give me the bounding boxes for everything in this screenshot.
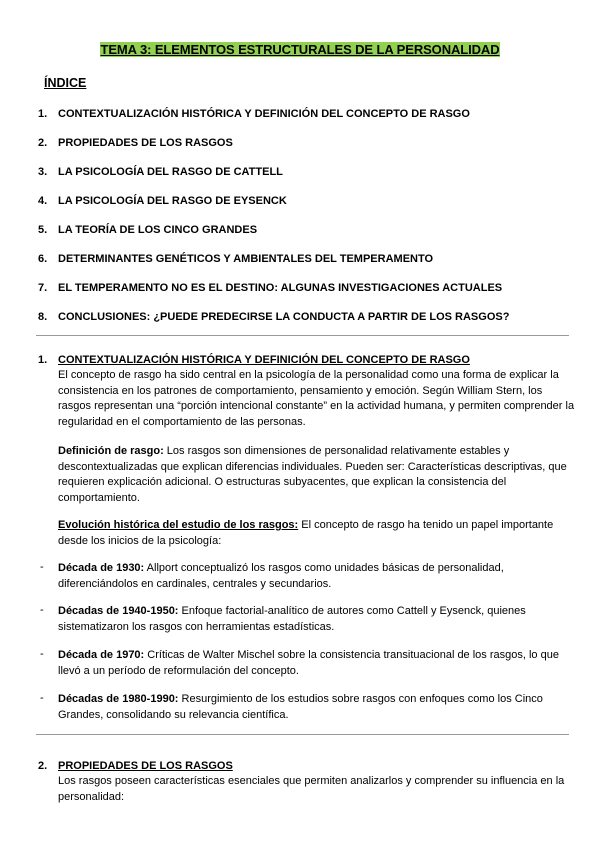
toc-item-number: 3. xyxy=(38,166,48,178)
toc-item-text: LA PSICOLOGÍA DEL RASGO DE EYSENCK xyxy=(58,195,287,207)
toc-item-number: 1. xyxy=(38,108,48,120)
section-number: 1. xyxy=(38,354,48,366)
toc-item xyxy=(38,282,502,294)
section-title: CONTEXTUALIZACIÓN HISTÓRICA Y DEFINICIÓN DEL CONCEPTO DE RASGO xyxy=(58,354,470,366)
list-item xyxy=(58,561,578,592)
list-item-text: Allport conceptualizó los rasgos como unidades básicas de personalidad, diferenciándolos en cardinales, centrales y secundarios. xyxy=(58,562,504,590)
toc-item xyxy=(38,108,470,120)
bullet-dash: - xyxy=(40,604,44,616)
toc-item-number: 6. xyxy=(38,253,48,265)
definition-text: Los rasgos son dimensiones de personalidad relativamente estables y descontextualizadas que explican diferencias individuales. Pueden ser: Características descriptivas, que requieren explicación adicional. O estructuras subyacentes, que explican la consistencia del comportamiento. xyxy=(58,445,567,504)
list-item-label: Décadas de 1980-1990: xyxy=(58,693,179,705)
bullet-dash: - xyxy=(40,692,44,704)
toc-item-text: CONCLUSIONES: ¿PUEDE PREDECIRSE LA CONDUCTA A PARTIR DE LOS RASGOS? xyxy=(58,311,510,323)
toc-item-text: EL TEMPERAMENTO NO ES EL DESTINO: ALGUNAS INVESTIGACIONES ACTUALES xyxy=(58,282,503,294)
toc-item-number: 7. xyxy=(38,282,48,294)
bullet-dash: - xyxy=(40,648,44,660)
toc-item-text: LA PSICOLOGÍA DEL RASGO DE CATTELL xyxy=(58,166,283,178)
toc-item xyxy=(38,311,509,323)
evolution-text: El concepto de rasgo ha tenido un papel importante desde los inicios de la psicología: xyxy=(58,519,554,547)
definition-paragraph xyxy=(58,444,578,506)
evolution-label: Evolución histórica del estudio de los rasgos: xyxy=(58,519,299,531)
toc-item-text: LA TEORÍA DE LOS CINCO GRANDES xyxy=(58,224,258,236)
toc-item-text: PROPIEDADES DE LOS RASGOS xyxy=(58,137,233,149)
section-title: PROPIEDADES DE LOS RASGOS xyxy=(58,760,233,772)
toc-item xyxy=(38,137,233,149)
toc-item xyxy=(38,253,433,265)
toc-item-text: DETERMINANTES GENÉTICOS Y AMBIENTALES DEL TEMPERAMENTO xyxy=(58,253,434,265)
toc-item-number: 8. xyxy=(38,311,48,323)
toc-item-number: 4. xyxy=(38,195,48,207)
toc-item xyxy=(38,224,257,236)
toc-item-text: CONTEXTUALIZACIÓN HISTÓRICA Y DEFINICIÓN DEL CONCEPTO DE RASGO xyxy=(58,108,470,120)
section-intro-paragraph: El concepto de rasgo ha sido central en la psicología de la personalidad como una forma de explicar la consistencia en los patrones de comportamiento, pensamiento y emoción. Según William Stern, los rasgos representan una “porción intencional constante” en la actividad humana, y permiten comprender la regularidad en el comportamiento de las personas. xyxy=(58,369,575,428)
list-item-text: Enfoque factorial-analítico de autores como Cattell y Eysenck, quienes sistematizaron los rasgos con herramientas estadísticas. xyxy=(58,605,526,633)
definition-label: Definición de rasgo: xyxy=(58,445,164,457)
toc-item xyxy=(38,195,287,207)
index-heading: ÍNDICE xyxy=(44,76,87,90)
bullet-dash: - xyxy=(40,561,44,573)
document-title xyxy=(0,41,600,59)
section-heading xyxy=(38,760,233,772)
list-item xyxy=(58,648,578,679)
list-item-text: Resurgimiento de los estudios sobre rasgos con enfoques como los Cinco Grandes, consolidando su relevancia científica. xyxy=(58,693,543,721)
list-item xyxy=(58,604,578,635)
section-number: 2. xyxy=(38,760,48,772)
toc-item-number: 5. xyxy=(38,224,48,236)
section-heading xyxy=(38,354,470,366)
toc-item xyxy=(38,166,283,178)
section-intro-paragraph: Los rasgos poseen características esenciales que permiten analizarlos y comprender su influencia en la personalidad: xyxy=(58,775,565,803)
toc-item-number: 2. xyxy=(38,137,48,149)
list-item-label: Década de 1970: xyxy=(58,649,145,661)
section-divider xyxy=(36,734,569,735)
list-item-label: Década de 1930: xyxy=(58,562,145,574)
list-item xyxy=(58,692,578,723)
section-divider xyxy=(36,335,569,336)
list-item-label: Décadas de 1940-1950: xyxy=(58,605,179,617)
list-item-text: Críticas de Walter Mischel sobre la consistencia transituacional de los rasgos, lo que llevó a un período de reformulación del concepto. xyxy=(58,649,559,677)
document-title-text: TEMA 3: ELEMENTOS ESTRUCTURALES DE LA PERSONALIDAD xyxy=(100,42,500,57)
evolution-paragraph xyxy=(58,518,578,549)
